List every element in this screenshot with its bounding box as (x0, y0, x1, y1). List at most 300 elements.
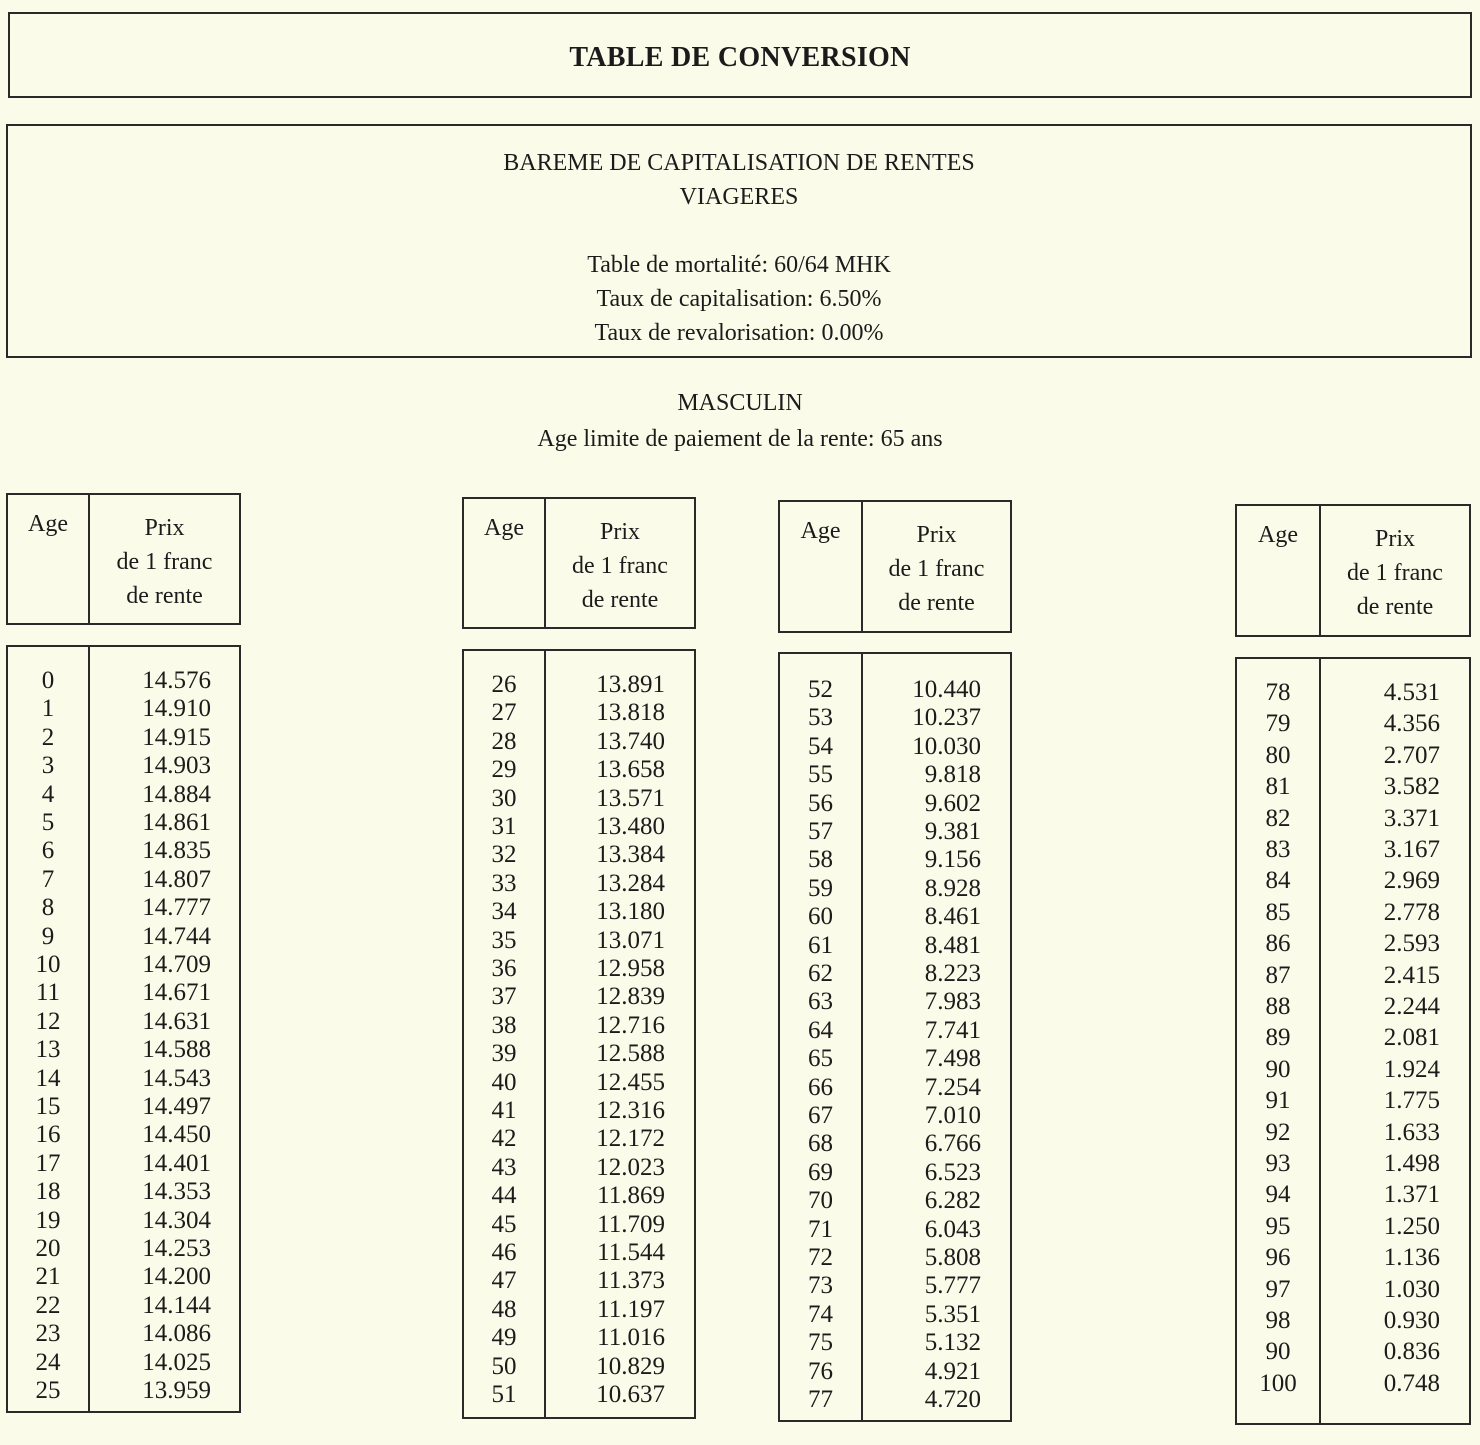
age-cell: 60 (808, 903, 833, 931)
age-cell: 61 (808, 931, 833, 959)
age-cell: 12 (35, 1007, 61, 1035)
table-row (8, 866, 243, 894)
age-cell: 45 (491, 1210, 517, 1238)
age-cell: 56 (808, 789, 833, 817)
price-cell: 14.835 (142, 837, 211, 865)
price-cell: 8.481 (924, 931, 981, 959)
price-cell: 14.144 (142, 1291, 211, 1319)
price-cell: 13.571 (596, 784, 665, 812)
age-cell: 53 (808, 704, 833, 732)
price-cell: 9.818 (924, 761, 981, 789)
price-header (863, 518, 1010, 620)
price-cell: 13.891 (596, 671, 665, 698)
age-cell: 68 (808, 1130, 833, 1158)
table-row (780, 676, 1014, 704)
age-cell: 0 (41, 667, 55, 694)
table-row (780, 988, 1014, 1016)
table-row (780, 875, 1014, 903)
age-cell: 73 (808, 1272, 833, 1300)
age-cell: 64 (808, 1016, 833, 1044)
price-header (546, 515, 694, 617)
table-row (8, 951, 243, 979)
price-cell: 14.253 (142, 1235, 211, 1262)
age-cell: 39 (491, 1040, 517, 1068)
price-cell: 1.371 (1383, 1181, 1440, 1209)
table-row (780, 1074, 1014, 1102)
price-cell: 12.316 (596, 1097, 665, 1124)
age-cell: 30 (491, 784, 517, 812)
table-header (1235, 504, 1471, 637)
price-cell: 14.915 (142, 723, 211, 751)
age-cell: 88 (1265, 993, 1291, 1020)
age-cell: 47 (491, 1267, 517, 1295)
price-cell: 12.455 (596, 1068, 665, 1096)
table-row (8, 1150, 243, 1178)
age-cell: 3 (41, 752, 55, 780)
table-row (1237, 930, 1473, 958)
age-cell: 49 (491, 1324, 517, 1352)
price-cell: 14.709 (142, 951, 211, 978)
age-header: Age (28, 511, 68, 537)
table-row (1237, 1213, 1473, 1241)
age-cell: 7 (41, 865, 55, 893)
price-cell: 7.010 (924, 1102, 981, 1129)
table-row (1237, 1244, 1473, 1272)
age-cell: 69 (808, 1158, 833, 1186)
table-row (780, 790, 1014, 818)
table-header (778, 500, 1012, 633)
age-header: Age (484, 515, 524, 541)
table-row (8, 752, 243, 780)
price-cell: 2.415 (1383, 961, 1440, 989)
age-cell: 97 (1265, 1275, 1291, 1303)
age-cell: 96 (1265, 1244, 1291, 1272)
price-cell: 5.808 (924, 1244, 981, 1271)
price-cell: 0.748 (1383, 1369, 1440, 1397)
table-row (8, 1263, 243, 1291)
price-cell: 4.531 (1383, 679, 1440, 706)
table-row (1237, 1307, 1473, 1335)
table-row (464, 1040, 698, 1068)
price-cell: 11.709 (597, 1210, 665, 1238)
age-cell: 84 (1265, 867, 1291, 895)
price-cell: 12.958 (596, 955, 665, 982)
price-cell: 11.197 (597, 1295, 665, 1323)
table-row (464, 813, 698, 841)
age-cell: 76 (808, 1357, 833, 1385)
table-row (1237, 993, 1473, 1021)
age-cell: 75 (808, 1329, 833, 1357)
capitalization-rate: Taux de capitalisation: 6.50% (596, 286, 882, 312)
bareme-title-line1: BAREME DE CAPITALISATION DE RENTES (503, 150, 975, 176)
age-cell: 27 (491, 699, 517, 727)
price-cell: 5.351 (924, 1300, 981, 1328)
table-row (780, 1386, 1014, 1414)
table-row (8, 1235, 243, 1263)
age-cell: 1 (41, 695, 55, 723)
price-cell: 1.136 (1383, 1244, 1440, 1272)
price-cell: 10.829 (596, 1352, 665, 1380)
table-row (464, 1012, 698, 1040)
price-cell: 13.480 (596, 813, 665, 840)
table-row (464, 841, 698, 869)
price-cell: 11.016 (597, 1324, 665, 1352)
table-row (8, 1320, 243, 1348)
table-row (464, 1239, 698, 1267)
price-header-prix-line1: Prix (1374, 526, 1415, 552)
table-row (780, 1045, 1014, 1073)
table-body (6, 645, 241, 1413)
table-row (1237, 710, 1473, 738)
table-row (464, 785, 698, 813)
table-row (8, 1377, 243, 1405)
table-row (464, 756, 698, 784)
table-row (8, 809, 243, 837)
price-cell: 14.861 (142, 809, 211, 836)
table-row (1237, 1119, 1473, 1147)
table-row (780, 1329, 1014, 1357)
table-row (780, 1187, 1014, 1215)
age-cell: 90 (1265, 1055, 1291, 1083)
table-row (780, 733, 1014, 761)
price-cell: 2.778 (1383, 898, 1440, 926)
price-header-prix-line2: de 1 franc (1347, 560, 1443, 586)
price-cell: 9.156 (924, 846, 981, 874)
table-row (780, 932, 1014, 960)
age-cell: 91 (1265, 1087, 1291, 1115)
price-cell: 14.777 (142, 894, 211, 922)
age-cell: 54 (808, 732, 833, 760)
age-cell: 57 (808, 818, 833, 845)
age-cell: 46 (491, 1239, 517, 1266)
age-cell: 48 (491, 1295, 517, 1323)
age-cell: 36 (491, 955, 517, 982)
table-row (1237, 1024, 1473, 1052)
price-cell: 10.637 (596, 1381, 665, 1408)
table-header (462, 497, 696, 629)
table-row (1237, 1338, 1473, 1366)
price-cell: 7.254 (924, 1073, 981, 1101)
price-cell: 13.071 (596, 926, 665, 954)
table-body (1235, 657, 1471, 1425)
age-cell: 81 (1265, 773, 1291, 801)
table-row (780, 1017, 1014, 1045)
age-cell: 24 (35, 1348, 61, 1376)
age-cell: 63 (808, 988, 833, 1016)
age-cell: 50 (491, 1352, 517, 1380)
table-row (1237, 1276, 1473, 1304)
price-header-prix-line2: de 1 franc (116, 549, 213, 575)
table-row (464, 898, 698, 926)
age-cell: 59 (808, 874, 833, 902)
age-cell: 51 (491, 1381, 517, 1408)
price-cell: 2.244 (1383, 993, 1440, 1020)
table-row (8, 1008, 243, 1036)
price-cell: 12.839 (596, 983, 665, 1011)
age-cell: 93 (1265, 1150, 1291, 1177)
table-row (1237, 1370, 1473, 1398)
price-cell: 14.497 (142, 1093, 211, 1120)
price-cell: 7.983 (924, 988, 981, 1016)
price-cell: 13.740 (596, 727, 665, 755)
price-cell: 14.671 (142, 979, 211, 1007)
price-cell: 14.353 (142, 1178, 211, 1206)
table-row (780, 1301, 1014, 1329)
table-row (8, 837, 243, 865)
table-row (8, 979, 243, 1007)
age-cell: 32 (491, 841, 517, 869)
price-cell: 2.969 (1383, 867, 1440, 895)
price-cell: 13.384 (596, 841, 665, 869)
age-cell: 79 (1265, 710, 1291, 738)
table-row (780, 1216, 1014, 1244)
mortality-table: Table de mortalité: 60/64 MHK (587, 252, 891, 278)
age-cell: 34 (491, 898, 517, 926)
age-cell: 55 (808, 761, 833, 789)
table-row (1237, 1087, 1473, 1115)
price-cell: 4.356 (1383, 710, 1440, 738)
price-cell: 1.498 (1383, 1150, 1440, 1177)
table-row (464, 1154, 698, 1182)
table-row (464, 1069, 698, 1097)
age-cell: 77 (808, 1386, 833, 1413)
table-row (780, 704, 1014, 732)
price-cell: 1.924 (1383, 1055, 1440, 1083)
price-cell: 8.461 (924, 903, 981, 931)
price-cell: 10.030 (912, 732, 981, 760)
table-row (780, 818, 1014, 846)
price-header-prix-line3: de rente (1356, 594, 1434, 620)
price-cell: 9.602 (924, 789, 981, 817)
table-row (464, 870, 698, 898)
age-cell: 6 (41, 837, 55, 865)
table-row (8, 1207, 243, 1235)
age-cell: 17 (35, 1149, 61, 1177)
price-cell: 14.025 (142, 1348, 211, 1376)
price-cell: 3.371 (1383, 804, 1440, 832)
age-cell: 70 (808, 1187, 833, 1215)
age-cell: 11 (35, 979, 61, 1007)
age-cell: 74 (808, 1300, 833, 1328)
bareme-title-line2: VIAGERES (679, 184, 799, 210)
age-cell: 21 (35, 1263, 61, 1291)
table-row (464, 699, 698, 727)
table-row (8, 667, 243, 695)
price-cell: 13.658 (596, 756, 665, 784)
age-cell: 33 (491, 869, 517, 897)
age-cell: 28 (491, 727, 517, 755)
age-cell: 10 (35, 951, 61, 978)
table-row (780, 1159, 1014, 1187)
table-row (8, 1178, 243, 1206)
table-row (780, 960, 1014, 988)
age-cell: 90 (1265, 1338, 1291, 1366)
age-cell: 22 (35, 1291, 61, 1319)
price-cell: 14.543 (142, 1064, 211, 1092)
age-cell: 4 (41, 780, 55, 808)
table-row (780, 1272, 1014, 1300)
price-cell: 6.523 (924, 1158, 981, 1186)
price-cell: 6.282 (924, 1187, 981, 1215)
age-cell: 89 (1265, 1024, 1291, 1052)
price-cell: 2.707 (1383, 741, 1440, 769)
age-cell: 85 (1265, 898, 1291, 926)
price-cell: 14.588 (142, 1036, 211, 1064)
age-header: Age (1258, 522, 1298, 548)
price-cell: 9.381 (924, 818, 981, 845)
bareme-box (6, 124, 1472, 358)
table-row (8, 894, 243, 922)
table-row (780, 761, 1014, 789)
table-row (1237, 679, 1473, 707)
age-cell: 8 (41, 894, 55, 922)
price-header-prix-line2: de 1 franc (572, 553, 668, 579)
price-cell: 5.777 (924, 1272, 981, 1300)
age-cell: 66 (808, 1073, 833, 1101)
title-box (8, 12, 1472, 98)
price-cell: 3.582 (1383, 773, 1440, 801)
age-cell: 52 (808, 676, 833, 703)
table-row (780, 903, 1014, 931)
price-cell: 13.959 (142, 1377, 211, 1404)
age-cell: 40 (491, 1068, 517, 1096)
age-cell: 44 (491, 1182, 517, 1210)
price-cell: 4.720 (924, 1386, 981, 1413)
price-cell: 4.921 (924, 1357, 981, 1385)
section-title: MASCULIN (677, 390, 803, 416)
price-cell: 3.167 (1383, 836, 1440, 863)
age-cell: 95 (1265, 1212, 1291, 1240)
age-cell: 38 (491, 1011, 517, 1039)
age-cell: 23 (35, 1320, 61, 1348)
price-cell: 11.373 (597, 1267, 665, 1295)
table-row (8, 1065, 243, 1093)
age-cell: 26 (491, 671, 517, 698)
price-cell: 10.237 (912, 704, 981, 732)
price-cell: 14.631 (142, 1007, 211, 1035)
price-cell: 14.744 (142, 922, 211, 950)
age-cell: 25 (35, 1377, 61, 1404)
table-body (462, 649, 696, 1419)
age-cell: 80 (1265, 741, 1291, 769)
age-cell: 41 (491, 1097, 517, 1124)
price-cell: 12.588 (596, 1040, 665, 1068)
table-row (464, 955, 698, 983)
price-header-prix-line3: de rente (581, 587, 659, 613)
price-cell: 0.836 (1383, 1338, 1440, 1366)
price-cell: 1.250 (1383, 1212, 1440, 1240)
price-header-prix-line3: de rente (126, 583, 203, 609)
price-header (90, 511, 239, 613)
price-cell: 13.180 (596, 898, 665, 926)
table-row (8, 1349, 243, 1377)
table-row (464, 1211, 698, 1239)
table-row (464, 927, 698, 955)
age-cell: 83 (1265, 836, 1291, 863)
price-header (1321, 522, 1469, 624)
table-row (8, 1036, 243, 1064)
price-cell: 0.930 (1383, 1307, 1440, 1334)
table-row (1237, 1181, 1473, 1209)
table-row (8, 1093, 243, 1121)
price-cell: 14.304 (142, 1206, 211, 1234)
table-row (780, 1102, 1014, 1130)
age-cell: 58 (808, 846, 833, 874)
price-cell: 1.633 (1383, 1118, 1440, 1146)
table-row (464, 1296, 698, 1324)
table-row (464, 671, 698, 699)
age-cell: 35 (491, 926, 517, 954)
price-cell: 12.023 (596, 1153, 665, 1181)
age-cell: 37 (491, 983, 517, 1011)
age-cell: 71 (808, 1215, 833, 1243)
table-row (8, 1121, 243, 1149)
table-row (464, 1125, 698, 1153)
age-cell: 78 (1265, 679, 1291, 706)
price-cell: 14.576 (142, 667, 211, 694)
table-row (1237, 867, 1473, 895)
table-row (1237, 773, 1473, 801)
price-cell: 11.544 (597, 1239, 665, 1266)
age-cell: 100 (1259, 1369, 1297, 1397)
age-cell: 43 (491, 1153, 517, 1181)
price-cell: 8.928 (924, 874, 981, 902)
price-header-prix-line3: de rente (898, 590, 975, 616)
age-cell: 65 (808, 1045, 833, 1073)
age-cell: 42 (491, 1125, 517, 1153)
price-cell: 11.869 (597, 1182, 665, 1210)
price-cell: 14.910 (142, 695, 211, 723)
table-row (780, 1244, 1014, 1272)
price-cell: 14.200 (142, 1263, 211, 1291)
age-cell: 9 (41, 922, 55, 950)
age-cell: 98 (1265, 1307, 1291, 1334)
table-row (1237, 899, 1473, 927)
price-cell: 1.775 (1383, 1087, 1440, 1115)
price-cell: 8.223 (924, 960, 981, 987)
age-cell: 15 (35, 1093, 61, 1120)
age-cell: 82 (1265, 804, 1291, 832)
age-cell: 86 (1265, 930, 1291, 958)
age-cell: 29 (491, 756, 517, 784)
age-cell: 92 (1265, 1118, 1291, 1146)
price-cell: 2.593 (1383, 930, 1440, 958)
table-row (8, 923, 243, 951)
table-header (6, 493, 241, 625)
age-cell: 67 (808, 1102, 833, 1129)
table-row (464, 1267, 698, 1295)
price-cell: 6.043 (924, 1215, 981, 1243)
age-cell: 94 (1265, 1181, 1291, 1209)
price-cell: 7.741 (924, 1016, 981, 1044)
table-row (464, 728, 698, 756)
table-row (780, 1130, 1014, 1158)
price-cell: 10.440 (912, 676, 981, 703)
table-row (8, 724, 243, 752)
age-cell: 14 (35, 1064, 61, 1092)
table-row (1237, 742, 1473, 770)
price-header-prix-line1: Prix (599, 519, 640, 545)
age-cell: 16 (35, 1121, 61, 1149)
price-cell: 1.030 (1383, 1275, 1440, 1303)
price-header-prix-line1: Prix (144, 515, 185, 541)
table-row (464, 1182, 698, 1210)
age-cell: 31 (491, 813, 517, 840)
price-cell: 13.818 (596, 699, 665, 727)
age-cell: 72 (808, 1244, 833, 1271)
table-row (464, 1097, 698, 1125)
age-cell: 62 (808, 960, 833, 987)
